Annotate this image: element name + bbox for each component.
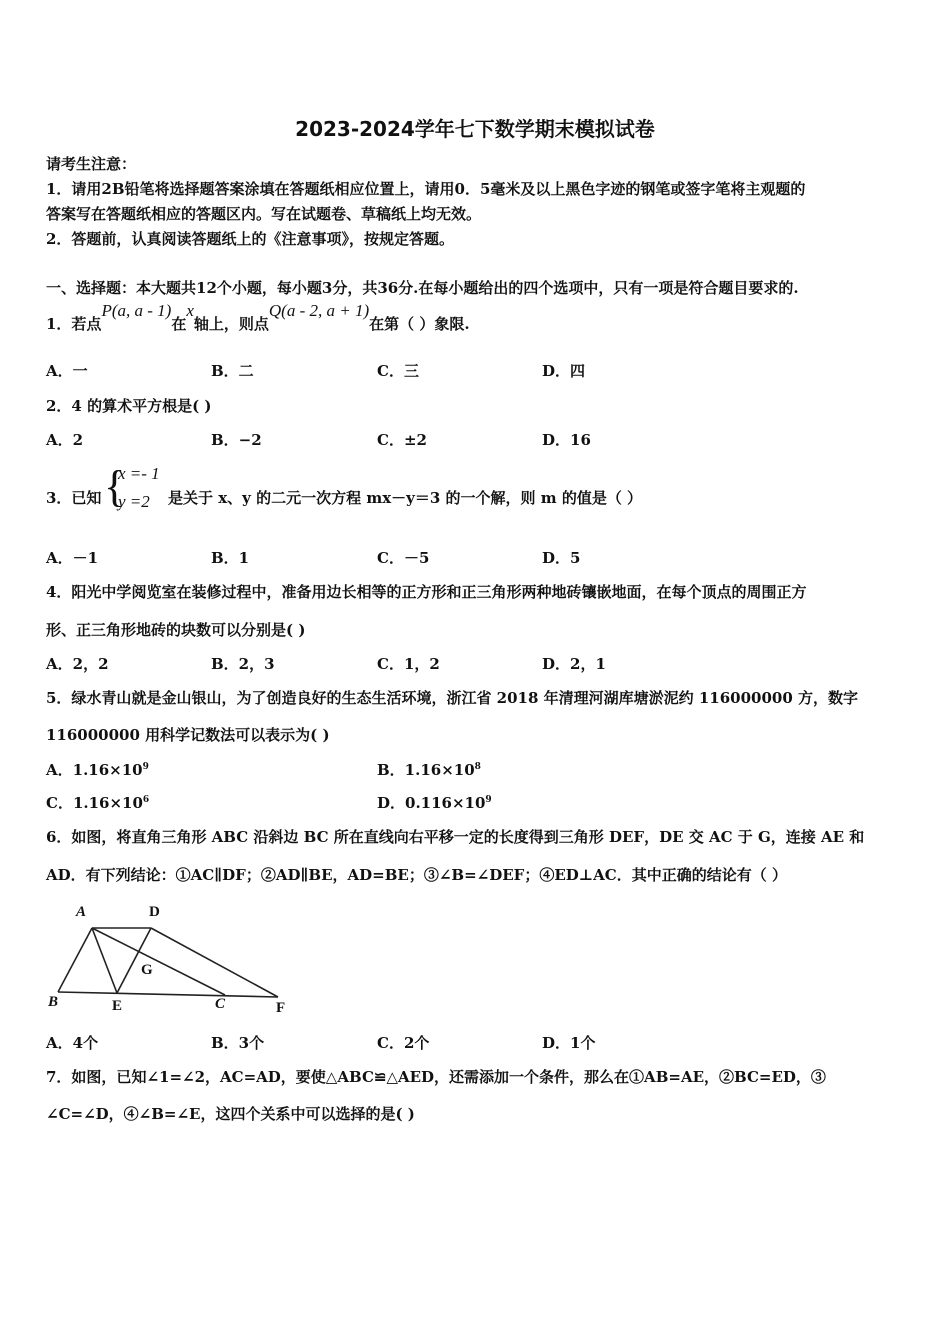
page-title: 2023-2024学年七下数学期末模拟试卷 [295,117,655,141]
question-1 [46,301,470,334]
q5-option-a [46,759,149,780]
q6-triangle-figure [40,900,300,1020]
q1-post: 在第（ ）象限. [369,315,470,333]
question-2: 2．4 的算术平方根是( ) [46,397,212,415]
figure-label-b: B [48,994,59,1010]
figure-label-a: A [76,904,87,920]
figure-line-de [117,928,151,993]
question-5-line-1: 5．绿水青山就是金山银山，为了创造良好的生态生活环境，浙江省 2018 年清理河湖库塘淤泥约 116000000 方，数字 [46,689,859,707]
q1-point-q: Q(a - 2, a + 1) [268,301,370,320]
q3-equation-1: x =- 1 [118,464,160,483]
q5-option-a-exp: 9 [142,762,149,772]
notice-line-1: 1．请用2B铅笔将选择题答案涂填在答题纸相应位置上，请用0．5毫米及以上黑色字迹的钢笔或签字笔将主观题的 [46,180,806,198]
q2-option-b: B．−2 [211,431,262,449]
q4-option-c: C．1，2 [377,655,440,673]
question-4-line-2: 形、正三角形地砖的块数可以分别是( ) [46,621,306,639]
q4-option-a: A．2，2 [46,655,109,673]
q5-option-b [377,759,481,780]
question-7-line-2: ∠C=∠D，④∠B=∠E，这四个关系中可以选择的是( ) [46,1105,415,1123]
q5-option-b-base: B．1.16×10 [377,761,475,779]
q6-option-b: B．3个 [211,1034,265,1052]
q3-pre: 3．已知 [46,489,102,507]
q1-option-a: A．一 [46,362,88,380]
q1-pre: 1．若点 [46,315,102,333]
figure-label-c: C [215,996,226,1012]
section-heading: 一、选择题：本大题共12个小题，每小题3分，共36分.在每小题给出的四个选项中，只有一项是符合题目要求的. [46,279,799,297]
figure-label-g: G [141,962,153,978]
figure-line-ac [92,928,225,995]
q3-brace: { [104,462,126,511]
figure-line-df [151,928,278,997]
q1-option-d: D．四 [542,362,586,380]
q4-option-d: D．2，1 [542,655,606,673]
q3-equation-2: y =2 [118,492,150,511]
question-6-line-1: 6．如图，将直角三角形 ABC 沿斜边 BC 所在直线向右平移一定的长度得到三角形 DEF，DE 交 AC 于 G，连接 AE 和 [46,828,865,846]
q1-x: x [186,301,194,320]
figure-label-d: D [149,904,160,920]
question-6-line-2: AD．有下列结论：①AC∥DF；②AD∥BE，AD=BE；③∠B=∠DEF；④ED⊥AC．其中正确的结论有（ ） [46,866,787,884]
figure-line-bf [58,992,278,997]
q1-point-p: P(a, a - 1) [101,301,172,320]
q1-mid2: 轴上，则点 [193,315,269,333]
q5-option-a-base: A．1.16×10 [46,761,143,779]
q2-option-d: D．16 [542,431,591,449]
q5-option-d-exp: 9 [485,795,492,805]
notice-heading: 请考生注意： [46,155,137,173]
q5-option-b-exp: 8 [474,762,481,772]
q6-option-d: D．1个 [542,1034,596,1052]
question-7-line-1: 7．如图，已知∠1=∠2，AC=AD，要使△ABC≌△AED，还需添加一个条件，那么在①AB=AE，②BC=ED，③ [46,1068,826,1086]
figure-label-e: E [112,998,123,1014]
q3-option-a: A．－1 [46,549,99,567]
figure-line-ae [92,928,117,993]
q2-option-c: C．±2 [377,431,427,449]
q4-option-b: B．2，3 [211,655,275,673]
notice-line-1b: 答案写在答题纸相应的答题区内。写在试题卷、草稿纸上均无效。 [46,205,482,223]
q1-mid1: 在 [171,315,187,333]
figure-label-f: F [276,1000,286,1016]
q3-option-b: B．1 [211,549,250,567]
notice-line-2: 2．答题前，认真阅读答题纸上的《注意事项》，按规定答题。 [46,230,454,248]
q5-option-d [377,792,492,813]
q5-option-d-base: D．0.116×10 [377,794,486,812]
q6-option-a: A．4个 [46,1034,99,1052]
q5-option-c-base: C．1.16×10 [46,794,143,812]
question-4-line-1: 4．阳光中学阅览室在装修过程中，准备用边长相等的正方形和正三角形两种地砖镶嵌地面，在每个顶点的周围正方 [46,583,807,601]
q2-option-a: A．2 [46,431,84,449]
q1-option-b: B．二 [211,362,254,380]
question-5-line-2: 116000000 用科学记数法可以表示为( ) [46,726,330,744]
q3-option-d: D．5 [542,549,581,567]
q3-post: 是关于 x、y 的二元一次方程 mx－y＝3 的一个解，则 m 的值是（ ） [168,489,643,507]
q1-option-c: C．三 [377,362,419,380]
q5-option-c-exp: 6 [142,795,150,805]
q3-option-c: C．－5 [377,549,430,567]
q6-option-c: C．2个 [377,1034,430,1052]
q5-option-c [46,792,149,813]
figure-line-ab [58,928,92,992]
